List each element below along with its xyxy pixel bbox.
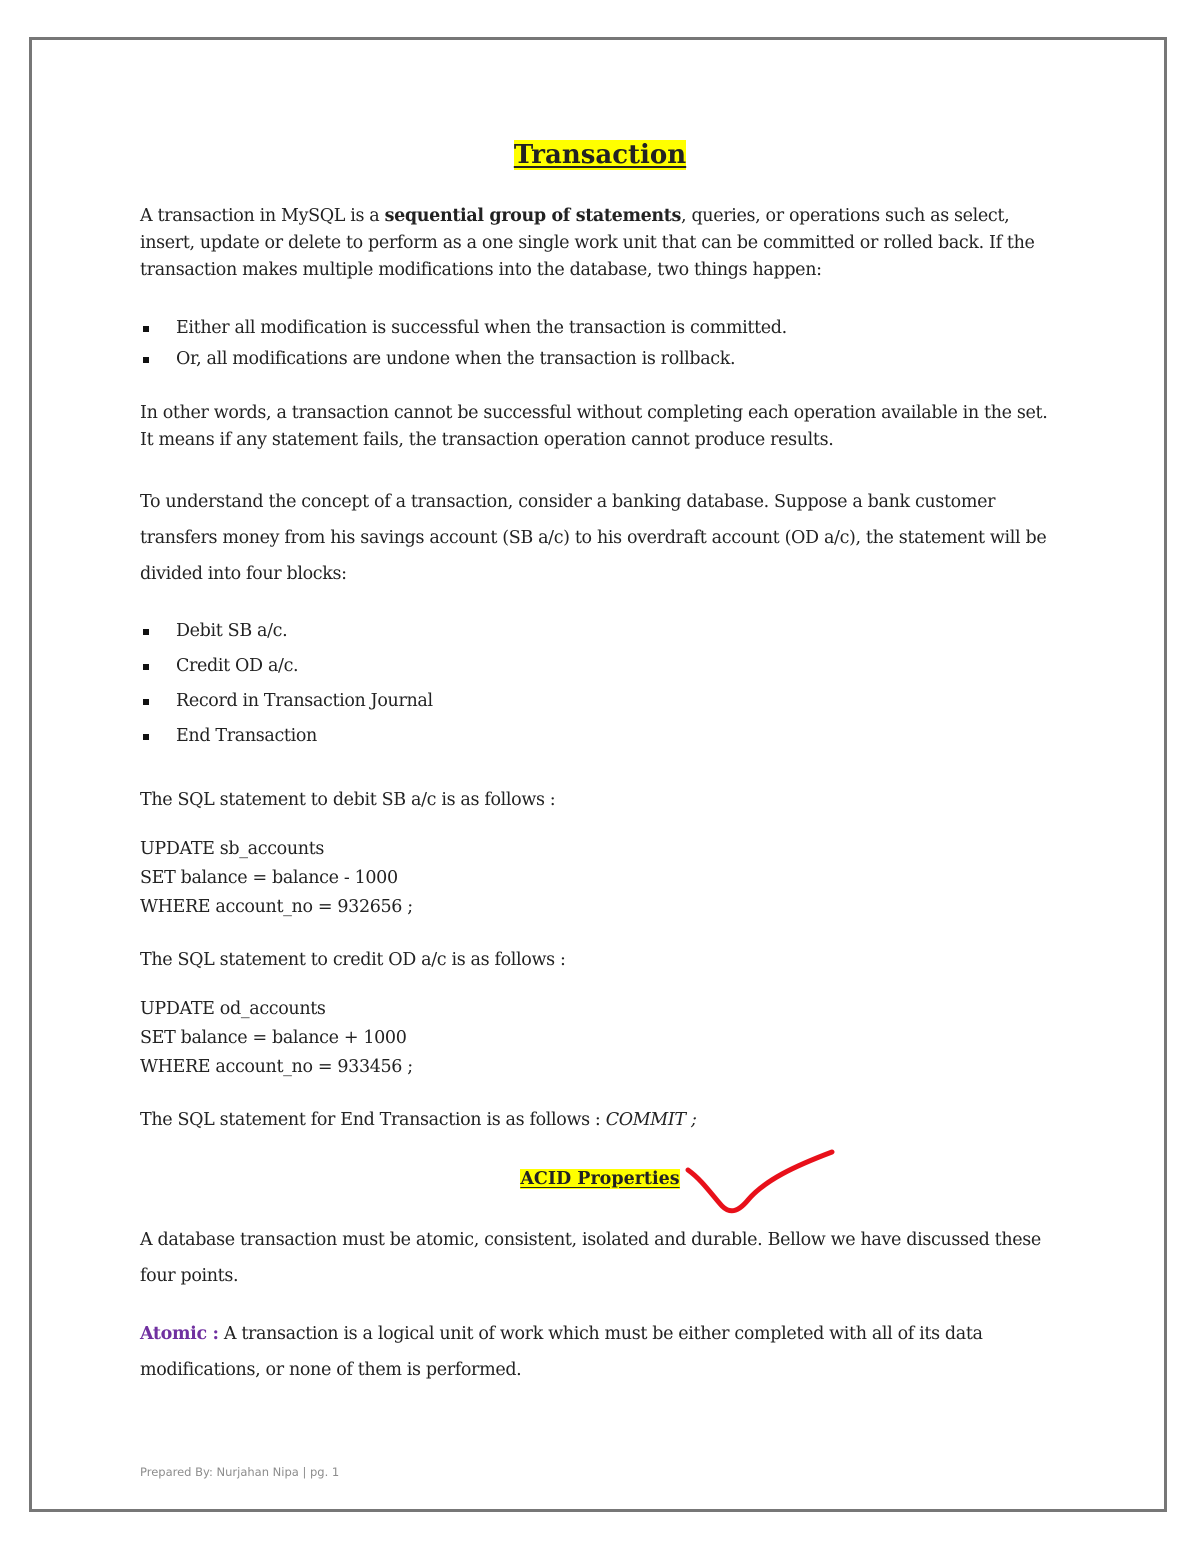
banking-paragraph: To understand the concept of a transaction, consider a banking database. Suppose a bank customer transfers money from his savings account (SB a/c) to his overdraft account (OD a/c), the statement will be divided into four blocks: — [140, 492, 1047, 584]
list-item: Credit OD a/c. — [140, 649, 1040, 684]
page-footer: Prepared By: Nurjahan Nipa | pg. 1 — [140, 1465, 340, 1479]
credit-sql-block — [140, 995, 413, 1082]
code-line: WHERE account_no = 933456 ; — [140, 1057, 413, 1077]
debit-intro: The SQL statement to debit SB a/c is as follows : — [140, 790, 556, 810]
intro-paragraph: A transaction in MySQL is a sequential group of statements, queries, or operations such as select, insert, update or delete to perform as a one single work unit that can be committed or rolled back. If the transaction makes multiple modifications into the database, two things happen: — [140, 206, 1035, 280]
code-line: WHERE account_no = 932656 ; — [140, 897, 413, 917]
credit-intro: The SQL statement to credit OD a/c is as follows : — [140, 950, 566, 970]
commit-statement: COMMIT ; — [605, 1110, 697, 1130]
list-item: Record in Transaction Journal — [140, 684, 1040, 719]
atomic-paragraph: Atomic : A transaction is a logical unit of work which must be either completed with all of its data modifications, or none of them is performed. — [140, 1324, 983, 1380]
blocks-list — [140, 614, 1040, 754]
atomic-label: Atomic : — [140, 1324, 219, 1344]
modification-list — [140, 313, 1040, 375]
checkmark-icon — [680, 1140, 840, 1220]
list-item: Or, all modifications are undone when the transaction is rollback. — [140, 344, 1040, 375]
list-item: End Transaction — [140, 719, 1040, 754]
code-line: UPDATE sb_accounts — [140, 839, 325, 859]
code-line: UPDATE od_accounts — [140, 999, 326, 1019]
list-item: Either all modification is successful when the transaction is committed. — [140, 313, 1040, 344]
debit-sql-block — [140, 835, 413, 922]
acid-heading: ACID Properties — [520, 1169, 680, 1189]
code-line: SET balance = balance + 1000 — [140, 1028, 407, 1048]
page-title: Transaction — [513, 140, 687, 170]
code-line: SET balance = balance - 1000 — [140, 868, 398, 888]
acid-paragraph: A database transaction must be atomic, consistent, isolated and durable. Bellow we have discussed these four points. — [140, 1230, 1041, 1286]
list-item: Debit SB a/c. — [140, 614, 1040, 649]
other-words-paragraph: In other words, a transaction cannot be successful without completing each operation available in the set. It means if any statement fails, the transaction operation cannot produce results. — [140, 403, 1048, 450]
end-transaction-line: The SQL statement for End Transaction is as follows : COMMIT ; — [140, 1110, 697, 1130]
